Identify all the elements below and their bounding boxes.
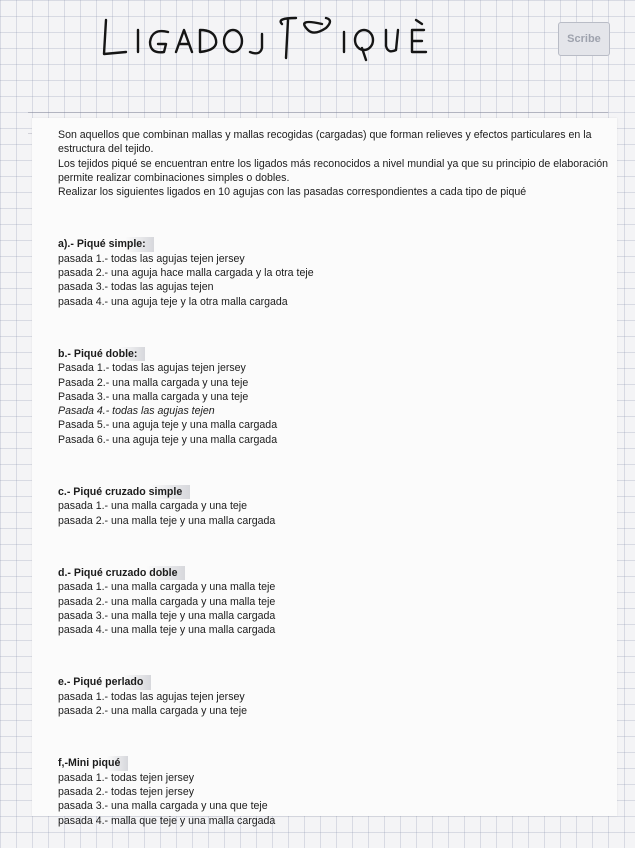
section-line: pasada 1.- una malla cargada y una malla teje — [58, 581, 276, 594]
intro-paragraph-2: Los tejidos piqué se encuentran entre los ligados más reconocidos a nivel mundial ya que su principio de elaboración permite realizar combinaciones simples o dobles. — [58, 157, 609, 184]
section-pique-simple — [58, 237, 618, 308]
section-mini-pique — [58, 756, 618, 827]
section-line: pasada 4.- una malla teje y una malla cargada — [58, 624, 276, 637]
ghost-scribe-button: Scribe — [558, 22, 610, 56]
section-line: pasada 1.- todas tejen jersey — [58, 771, 195, 784]
section-line: pasada 1.- todas las agujas tejen jersey — [58, 252, 245, 265]
section-title: a).- Piqué simple: — [58, 237, 154, 251]
section-pique-cruzado-doble — [58, 566, 618, 637]
section-line: pasada 2.- todas tejen jersey — [58, 785, 195, 798]
handwritten-title — [100, 14, 440, 64]
section-line: pasada 4.- una aguja teje y la otra malla cargada — [58, 295, 288, 308]
section-line: pasada 1.- una malla cargada y una teje — [58, 500, 248, 513]
section-line: Pasada 4.- todas las agujas tejen — [58, 405, 215, 418]
section-line: pasada 2.- una malla cargada y una teje — [58, 705, 248, 718]
section-line: pasada 2.- una malla cargada y una malla teje — [58, 595, 276, 608]
section-title: d.- Piqué cruzado doble — [58, 566, 185, 580]
section-line: Pasada 2.- una malla cargada y una teje — [58, 376, 249, 389]
intro-paragraph-1: Son aquellos que combinan mallas y mallas recogidas (cargadas) que forman relieves y efectos particulares en la estructura del tejido. — [58, 129, 592, 156]
handwritten-title-drawing — [100, 14, 440, 64]
section-line: pasada 4.- malla que teje y una malla cargada — [58, 814, 276, 827]
section-line: Pasada 5.- una aguja teje y una malla cargada — [58, 419, 278, 432]
section-line: Pasada 3.- una malla cargada y una teje — [58, 390, 249, 403]
section-pique-cruzado-simple — [58, 485, 618, 528]
section-line: pasada 3.- una malla cargada y una que teje — [58, 800, 268, 813]
section-line: pasada 2.- una aguja hace malla cargada y la otra teje — [58, 267, 314, 280]
section-title: c.- Piqué cruzado simple — [58, 485, 190, 499]
section-title: f,-Mini piqué — [58, 756, 128, 770]
section-line: pasada 3.- todas las agujas tejen — [58, 281, 214, 294]
section-line: Pasada 1.- todas las agujas tejen jersey — [58, 362, 246, 375]
document-content — [58, 128, 618, 828]
section-pique-perlado — [58, 675, 618, 718]
section-title: e.- Piqué perlado — [58, 675, 151, 689]
section-line: pasada 1.- todas las agujas tejen jersey — [58, 690, 245, 703]
section-line: pasada 2.- una malla teje y una malla cargada — [58, 514, 276, 527]
section-line: pasada 3.- una malla teje y una malla cargada — [58, 609, 276, 622]
section-pique-doble — [58, 347, 618, 447]
section-title: b.- Piqué doble: — [58, 347, 145, 361]
intro-paragraph-3: Realizar los siguientes ligados en 10 agujas con las pasadas correspondientes a cada tipo de piqué — [58, 186, 527, 199]
section-line: Pasada 6.- una aguja teje y una malla cargada — [58, 433, 278, 446]
